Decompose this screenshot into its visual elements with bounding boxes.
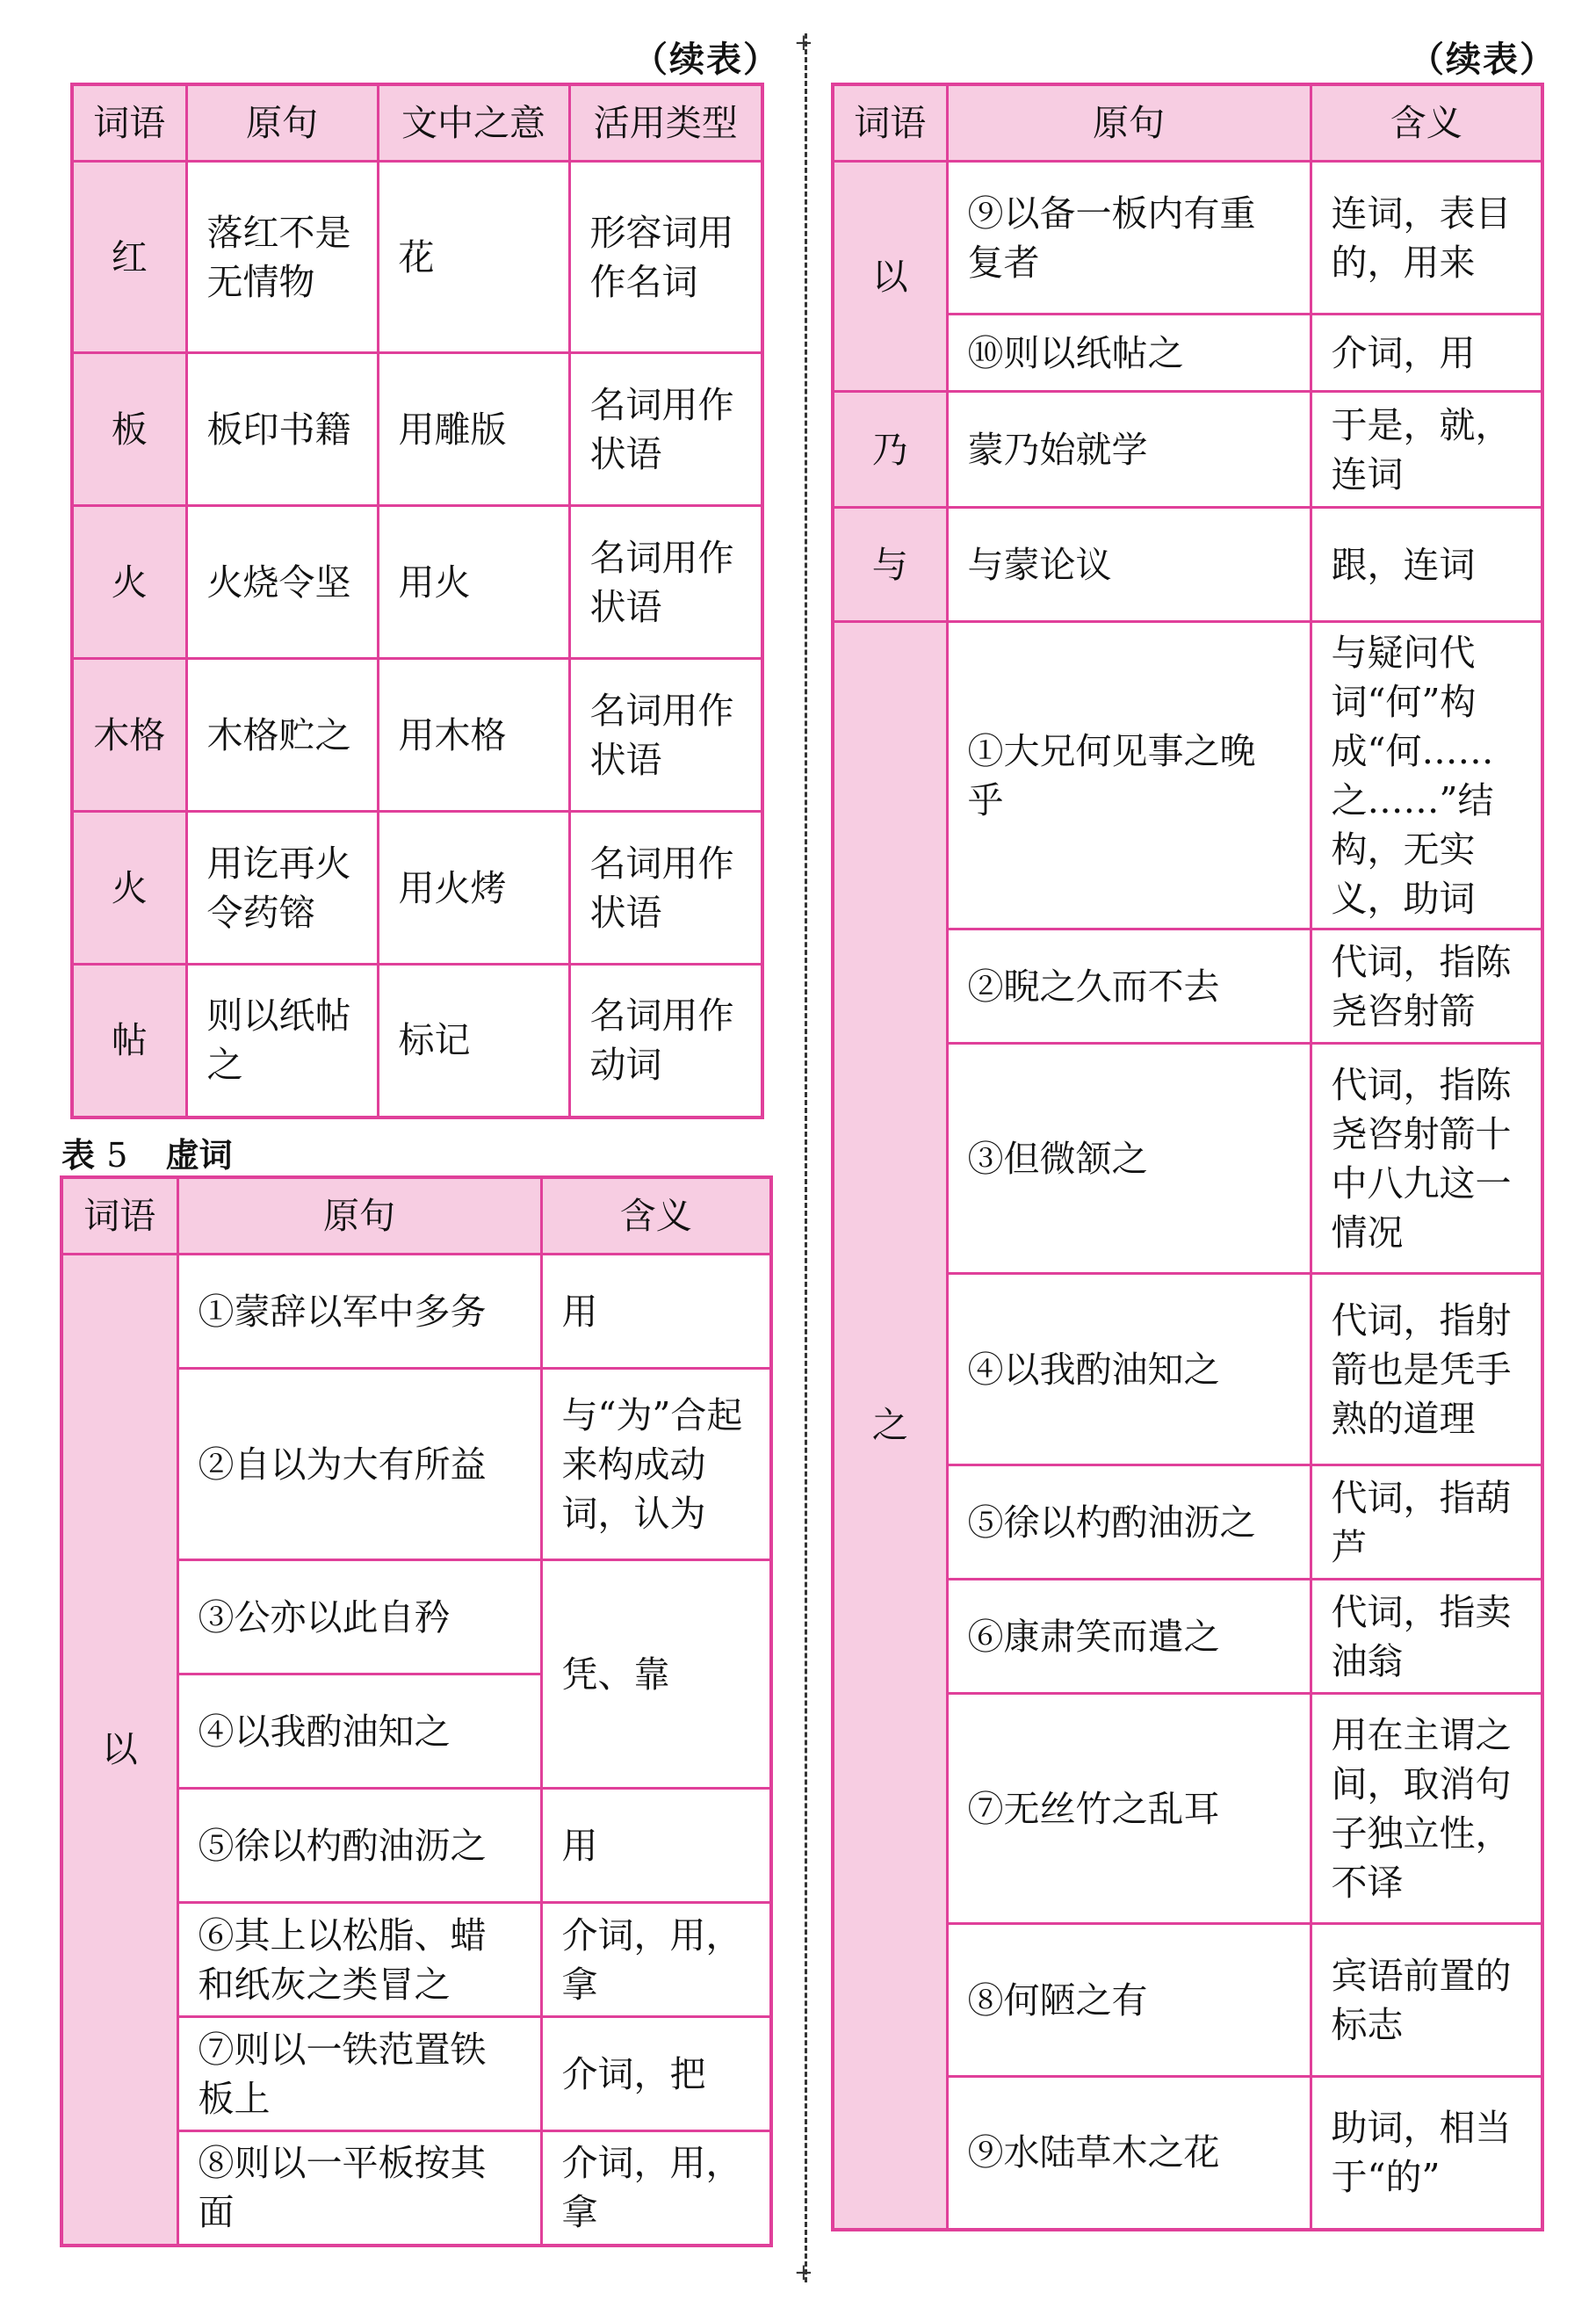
meaning-cell: 与“为”合起来构成动词，认为 — [541, 1369, 771, 1560]
table-row — [61, 1255, 771, 1369]
column-divider — [805, 33, 807, 2282]
divider-mark-bottom: + — [794, 2260, 813, 2286]
sentence-cell: ⑨水陆草木之花 — [947, 2077, 1311, 2230]
caption-title: 虚词 — [165, 1136, 233, 1175]
word-cell: 红 — [72, 162, 186, 353]
meaning-cell: 介词，用，拿 — [541, 1903, 771, 2017]
word-cell: 与 — [833, 508, 947, 622]
sentence-cell: ④以我酌油知之 — [177, 1674, 541, 1789]
table5-caption — [61, 1128, 233, 1176]
header-sentence: 原句 — [947, 84, 1311, 162]
meaning-cell: 用火烤 — [378, 812, 569, 965]
meaning-cell: 用火 — [378, 506, 569, 659]
table-row — [833, 162, 1542, 315]
type-cell: 形容词用作名词 — [569, 162, 762, 353]
meaning-cell: 介词，把 — [541, 2017, 771, 2131]
sentence-cell: ②睨之久而不去 — [947, 929, 1311, 1044]
sentence-cell: ⑦则以一铁范置铁板上 — [177, 2017, 541, 2131]
sentence-cell: ⑨以备一板内有重复者 — [947, 162, 1311, 315]
sentence-cell: 用讫再火令药镕 — [186, 812, 378, 965]
sentence-cell: ⑦无丝竹之乱耳 — [947, 1694, 1311, 1924]
word-cell: 乃 — [833, 392, 947, 508]
divider-mark-top: + — [794, 30, 813, 56]
sentence-cell: ⑤徐以杓酌油沥之 — [947, 1465, 1311, 1580]
meaning-cell: 用雕版 — [378, 353, 569, 506]
header-type: 活用类型 — [569, 84, 762, 162]
table-row — [833, 392, 1542, 508]
table-row — [833, 508, 1542, 622]
sentence-cell: ⑧则以一平板按其面 — [177, 2131, 541, 2246]
meaning-cell: 花 — [378, 162, 569, 353]
meaning-cell: 于是，就，连词 — [1311, 392, 1542, 508]
sentence-cell: ①大兄何见事之晚乎 — [947, 622, 1311, 929]
sentence-cell: ①蒙辞以军中多务 — [177, 1255, 541, 1369]
sentence-cell: ⑥其上以松脂、蜡和纸灰之类冒之 — [177, 1903, 541, 2017]
table-header-row — [61, 1177, 771, 1255]
word-cell: 板 — [72, 353, 186, 506]
meaning-cell: 连词，表目的，用来 — [1311, 162, 1542, 315]
sentence-cell: ⑤徐以杓酌油沥之 — [177, 1789, 541, 1903]
type-cell: 名词用作状语 — [569, 659, 762, 812]
type-cell: 名词用作状语 — [569, 812, 762, 965]
meaning-cell: 介词，用，拿 — [541, 2131, 771, 2246]
header-meaning: 含义 — [541, 1177, 771, 1255]
sentence-cell: ⑧何陋之有 — [947, 1924, 1311, 2077]
word-cell: 火 — [72, 812, 186, 965]
meaning-cell: 助词，相当于“的” — [1311, 2077, 1542, 2230]
meaning-cell: 代词，指射箭也是凭手熟的道理 — [1311, 1274, 1542, 1465]
table-row — [72, 812, 762, 965]
header-meaning: 文中之意 — [378, 84, 569, 162]
header-sentence: 原句 — [177, 1177, 541, 1255]
sentence-cell: ⑩则以纸帖之 — [947, 315, 1311, 392]
table-row — [72, 506, 762, 659]
table-row — [72, 659, 762, 812]
table-header-row — [833, 84, 1542, 162]
sentence-cell: ③但微颔之 — [947, 1044, 1311, 1274]
header-word: 词语 — [61, 1177, 177, 1255]
caption-number: 5 — [106, 1136, 128, 1175]
continued-label-right: （续表） — [1409, 40, 1556, 80]
table-function-words — [60, 1175, 773, 2247]
header-sentence: 原句 — [186, 84, 378, 162]
meaning-cell: 介词，用 — [1311, 315, 1542, 392]
sentence-cell: 蒙乃始就学 — [947, 392, 1311, 508]
sentence-cell: 木格贮之 — [186, 659, 378, 812]
sentence-cell: 火烧令坚 — [186, 506, 378, 659]
meaning-cell: 凭、靠 — [541, 1560, 771, 1789]
table-row — [833, 622, 1542, 929]
sentence-cell: 板印书籍 — [186, 353, 378, 506]
table-row — [72, 162, 762, 353]
header-word: 词语 — [833, 84, 947, 162]
type-cell: 名词用作动词 — [569, 965, 762, 1117]
word-cell: 帖 — [72, 965, 186, 1117]
meaning-cell: 代词，指陈尧咨射箭十中八九这一情况 — [1311, 1044, 1542, 1274]
table-function-words-continued — [831, 83, 1544, 2231]
meaning-cell: 用 — [541, 1789, 771, 1903]
sentence-cell: 与蒙论议 — [947, 508, 1311, 622]
sentence-cell: ④以我酌油知之 — [947, 1274, 1311, 1465]
header-word: 词语 — [72, 84, 186, 162]
table-row — [72, 353, 762, 506]
sentence-cell: 则以纸帖之 — [186, 965, 378, 1117]
continued-label-left: （续表） — [632, 40, 780, 80]
word-cell: 以 — [833, 162, 947, 392]
meaning-cell: 跟，连词 — [1311, 508, 1542, 622]
meaning-cell: 代词，指葫芦 — [1311, 1465, 1542, 1580]
sentence-cell: ③公亦以此自矜 — [177, 1560, 541, 1674]
table-row — [72, 965, 762, 1117]
meaning-cell: 用在主谓之间，取消句子独立性，不译 — [1311, 1694, 1542, 1924]
sentence-cell: ⑥康肃笑而遣之 — [947, 1580, 1311, 1694]
meaning-cell: 标记 — [378, 965, 569, 1117]
word-cell: 之 — [833, 622, 947, 2230]
meaning-cell: 宾语前置的标志 — [1311, 1924, 1542, 2077]
word-cell: 木格 — [72, 659, 186, 812]
type-cell: 名词用作状语 — [569, 506, 762, 659]
meaning-cell: 用 — [541, 1255, 771, 1369]
sentence-cell: 落红不是无情物 — [186, 162, 378, 353]
sentence-cell: ②自以为大有所益 — [177, 1369, 541, 1560]
meaning-cell: 用木格 — [378, 659, 569, 812]
meaning-cell: 代词，指陈尧咨射箭 — [1311, 929, 1542, 1044]
table-header-row — [72, 84, 762, 162]
header-meaning: 含义 — [1311, 84, 1542, 162]
caption-prefix: 表 — [61, 1136, 96, 1175]
word-cell: 以 — [61, 1255, 177, 2246]
word-cell: 火 — [72, 506, 186, 659]
meaning-cell: 与疑问代词“何”构成“何……之……”结构，无实义，助词 — [1311, 622, 1542, 929]
meaning-cell: 代词，指卖油翁 — [1311, 1580, 1542, 1694]
type-cell: 名词用作状语 — [569, 353, 762, 506]
table-function-shift — [70, 83, 764, 1119]
